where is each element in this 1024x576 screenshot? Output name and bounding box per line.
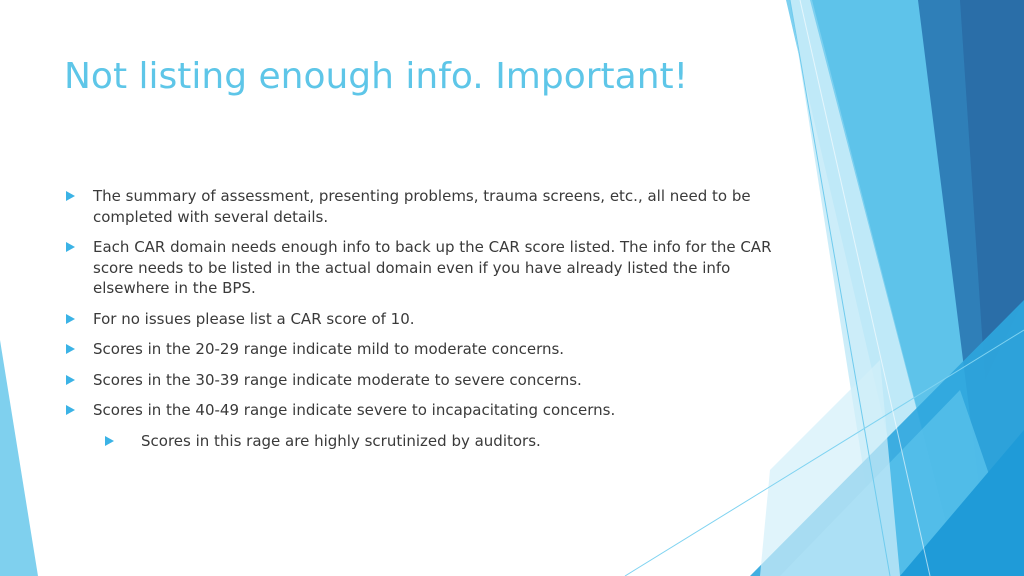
bullet-item-car-domain <box>64 237 776 299</box>
bottom-pale-triangle <box>760 360 900 576</box>
bullet-text: Scores in this rage are highly scrutinized by auditors. <box>141 431 541 450</box>
slide-title: Not listing enough info. Important! <box>64 56 689 97</box>
bullet-text: Scores in the 30-39 range indicate moderate to severe concerns. <box>93 370 582 389</box>
triangle-right-icon <box>66 191 75 201</box>
bullet-list <box>64 186 776 451</box>
bullet-text: The summary of assessment, presenting problems, trauma screens, etc., all need to be completed with several details. <box>93 187 751 226</box>
bullet-text: Scores in the 20-29 range indicate mild to moderate concerns. <box>93 340 565 358</box>
bullet-item-range-30-39 <box>64 370 776 391</box>
triangle-right-icon <box>66 344 75 354</box>
slide-body <box>64 186 776 461</box>
sub-bullet-item-auditors <box>64 431 776 452</box>
triangle-right-icon <box>66 314 75 324</box>
triangle-right-icon <box>105 436 114 446</box>
bullet-item-range-40-49 <box>64 400 776 421</box>
bullet-item-no-issues <box>64 309 776 330</box>
bullet-item-summary <box>64 186 776 227</box>
triangle-right-icon <box>66 405 75 415</box>
bullet-item-range-20-29 <box>64 339 776 360</box>
bullet-text: Scores in the 40-49 range indicate severe to incapacitating concerns. <box>93 401 616 419</box>
bullet-text: Each CAR domain needs enough info to back up the CAR score listed. The info for the CAR score needs to be listed in the actual domain even if you have already listed the info elsewhere in the BPS. <box>93 238 772 297</box>
left-edge-shape <box>0 340 38 576</box>
triangle-right-icon <box>66 242 75 252</box>
bullet-text: For no issues please list a CAR score of 10. <box>93 309 415 328</box>
triangle-right-icon <box>66 375 75 385</box>
